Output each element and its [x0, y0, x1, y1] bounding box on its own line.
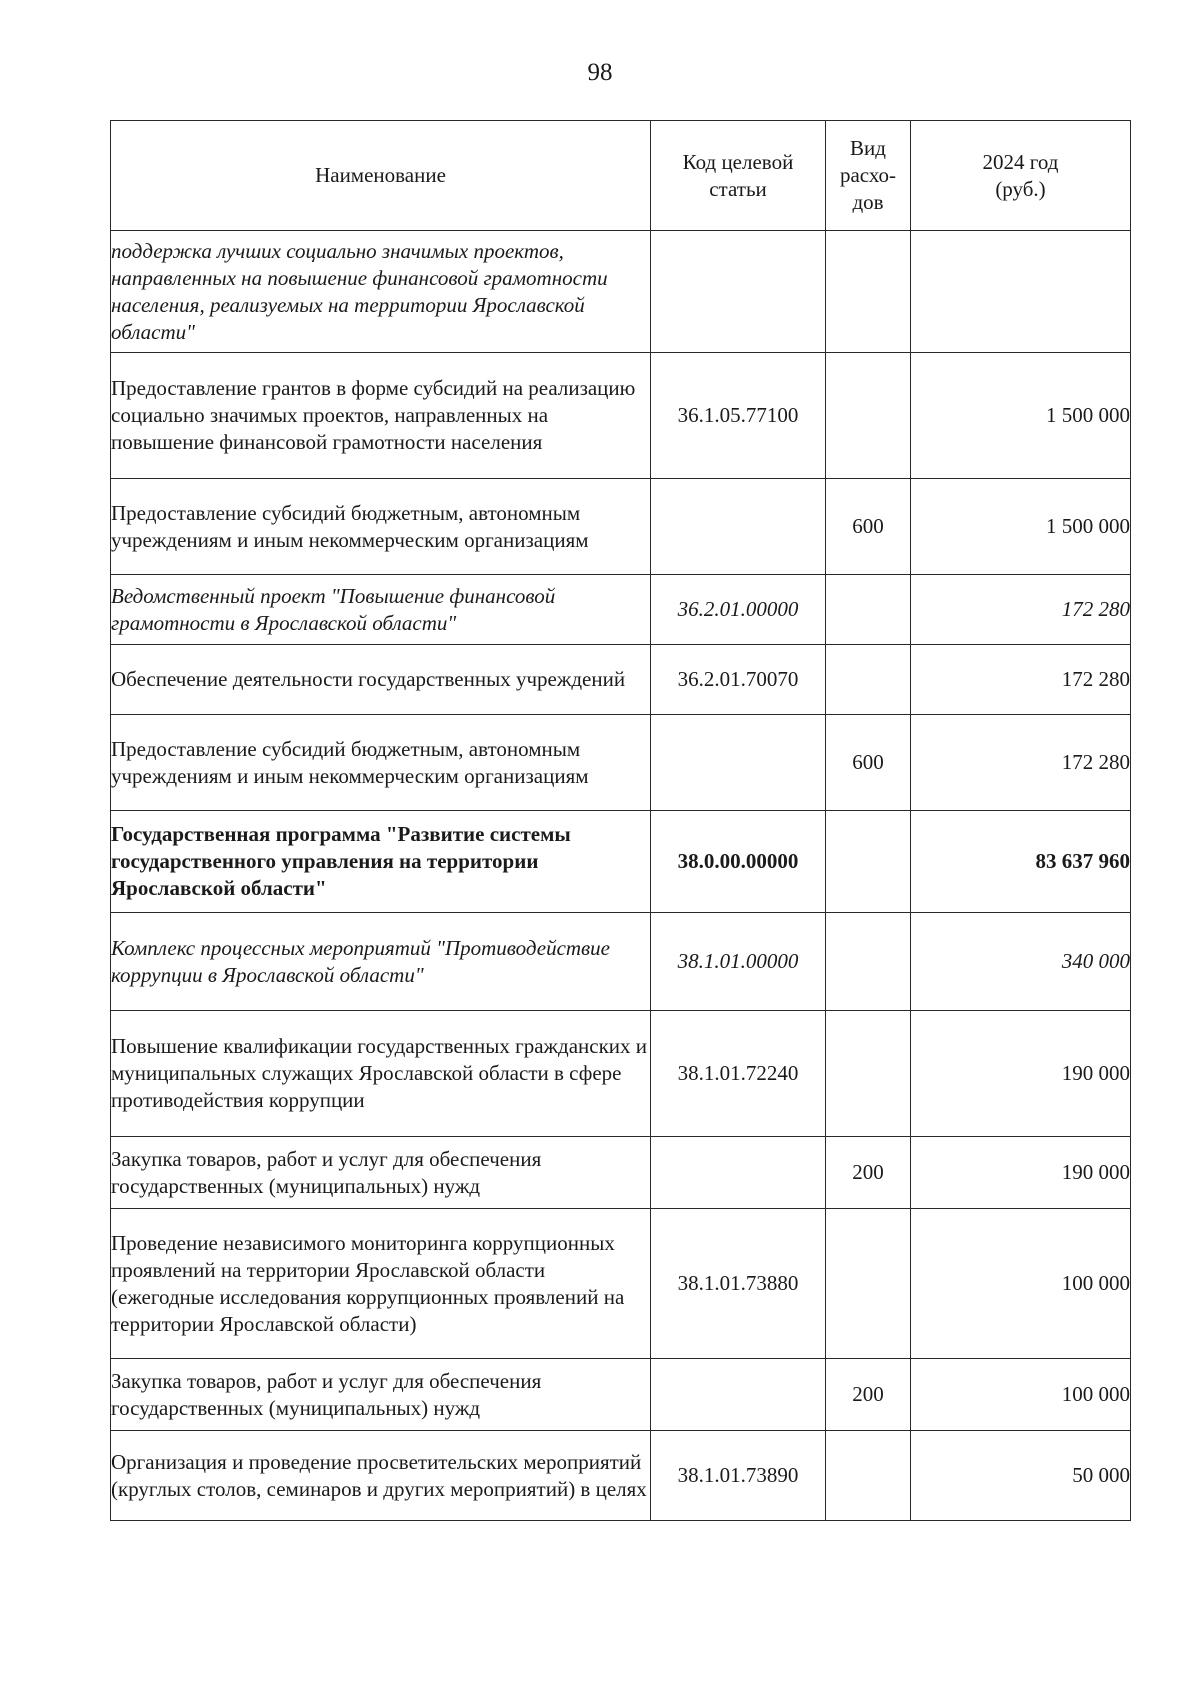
row-name-cell: Предоставление грантов в форме субсидий на реализацию социально значимых проектов, направленных на повышение финансовой грамотности населения — [111, 353, 651, 479]
table-row — [111, 645, 1131, 715]
row-kind-cell — [826, 353, 911, 479]
row-kind-cell — [826, 913, 911, 1011]
table-row — [111, 231, 1131, 353]
header-kind: Вид расхо-дов — [826, 121, 911, 231]
table-row — [111, 353, 1131, 479]
row-name-cell: Проведение независимого мониторинга коррупционных проявлений на территории Ярославской области (ежегодные исследования коррупционных проявлений на территории Ярославской области) — [111, 1209, 651, 1359]
row-name-cell: Организация и проведение просветительских мероприятий (круглых столов, семинаров и других мероприятий) в целях — [111, 1431, 651, 1521]
table-row — [111, 1209, 1131, 1359]
row-name-cell: Комплекс процессных мероприятий "Противодействие коррупции в Ярославской области" — [111, 913, 651, 1011]
row-sum-cell: 190 000 — [911, 1137, 1131, 1209]
table-row — [111, 1011, 1131, 1137]
row-name-cell: Предоставление субсидий бюджетным, автономным учреждениям и иным некоммерческим организациям — [111, 715, 651, 811]
row-kind-cell — [826, 1209, 911, 1359]
table-header-row — [111, 121, 1131, 231]
row-code-cell: 36.2.01.70070 — [651, 645, 826, 715]
row-code-cell: 38.1.01.73890 — [651, 1431, 826, 1521]
row-code-cell: 38.1.01.72240 — [651, 1011, 826, 1137]
table-body — [111, 231, 1131, 1521]
row-kind-cell: 200 — [826, 1359, 911, 1431]
table-row — [111, 1359, 1131, 1431]
row-kind-cell — [826, 575, 911, 645]
table-row — [111, 1431, 1131, 1521]
row-code-cell: 36.1.05.77100 — [651, 353, 826, 479]
table-row — [111, 1137, 1131, 1209]
row-code-cell — [651, 1359, 826, 1431]
row-sum-cell: 50 000 — [911, 1431, 1131, 1521]
row-sum-cell: 100 000 — [911, 1209, 1131, 1359]
row-sum-cell: 1 500 000 — [911, 353, 1131, 479]
table-row — [111, 479, 1131, 575]
row-sum-cell: 83 637 960 — [911, 811, 1131, 913]
row-code-cell — [651, 1137, 826, 1209]
row-name-cell: Обеспечение деятельности государственных учреждений — [111, 645, 651, 715]
row-sum-cell: 340 000 — [911, 913, 1131, 1011]
row-code-cell: 38.1.01.73880 — [651, 1209, 826, 1359]
row-kind-cell — [826, 231, 911, 353]
row-sum-cell: 1 500 000 — [911, 479, 1131, 575]
row-kind-cell — [826, 1431, 911, 1521]
row-kind-cell — [826, 811, 911, 913]
budget-table — [110, 120, 1131, 1521]
row-kind-cell: 600 — [826, 715, 911, 811]
row-name-cell: поддержка лучших социально значимых проектов, направленных на повышение финансовой грамотности населения, реализуемых на территории Ярославской области" — [111, 231, 651, 353]
row-code-cell: 38.1.01.00000 — [651, 913, 826, 1011]
row-sum-cell: 172 280 — [911, 645, 1131, 715]
row-name-cell: Закупка товаров, работ и услуг для обеспечения государственных (муниципальных) нужд — [111, 1137, 651, 1209]
row-sum-cell: 172 280 — [911, 715, 1131, 811]
row-name-cell: Повышение квалификации государственных гражданских и муниципальных служащих Ярославской области в сфере противодействия коррупции — [111, 1011, 651, 1137]
row-kind-cell — [826, 645, 911, 715]
row-code-cell: 36.2.01.00000 — [651, 575, 826, 645]
row-kind-cell — [826, 1011, 911, 1137]
row-name-cell: Предоставление субсидий бюджетным, автономным учреждениям и иным некоммерческим организациям — [111, 479, 651, 575]
row-name-cell: Закупка товаров, работ и услуг для обеспечения государственных (муниципальных) нужд — [111, 1359, 651, 1431]
row-kind-cell: 600 — [826, 479, 911, 575]
header-sum: 2024 год (руб.) — [911, 121, 1131, 231]
row-code-cell — [651, 715, 826, 811]
row-code-cell — [651, 479, 826, 575]
table-row — [111, 715, 1131, 811]
row-code-cell: 38.0.00.00000 — [651, 811, 826, 913]
header-name: Наименование — [111, 121, 651, 231]
row-name-cell: Ведомственный проект "Повышение финансовой грамотности в Ярославской области" — [111, 575, 651, 645]
row-code-cell — [651, 231, 826, 353]
row-sum-cell — [911, 231, 1131, 353]
page-number: 98 — [587, 59, 613, 86]
table-row — [111, 913, 1131, 1011]
row-sum-cell: 172 280 — [911, 575, 1131, 645]
row-kind-cell: 200 — [826, 1137, 911, 1209]
row-sum-cell: 190 000 — [911, 1011, 1131, 1137]
table-row — [111, 575, 1131, 645]
row-sum-cell: 100 000 — [911, 1359, 1131, 1431]
table-row — [111, 811, 1131, 913]
row-name-cell: Государственная программа "Развитие системы государственного управления на территории Ярославской области" — [111, 811, 651, 913]
header-code: Код целевой статьи — [651, 121, 826, 231]
